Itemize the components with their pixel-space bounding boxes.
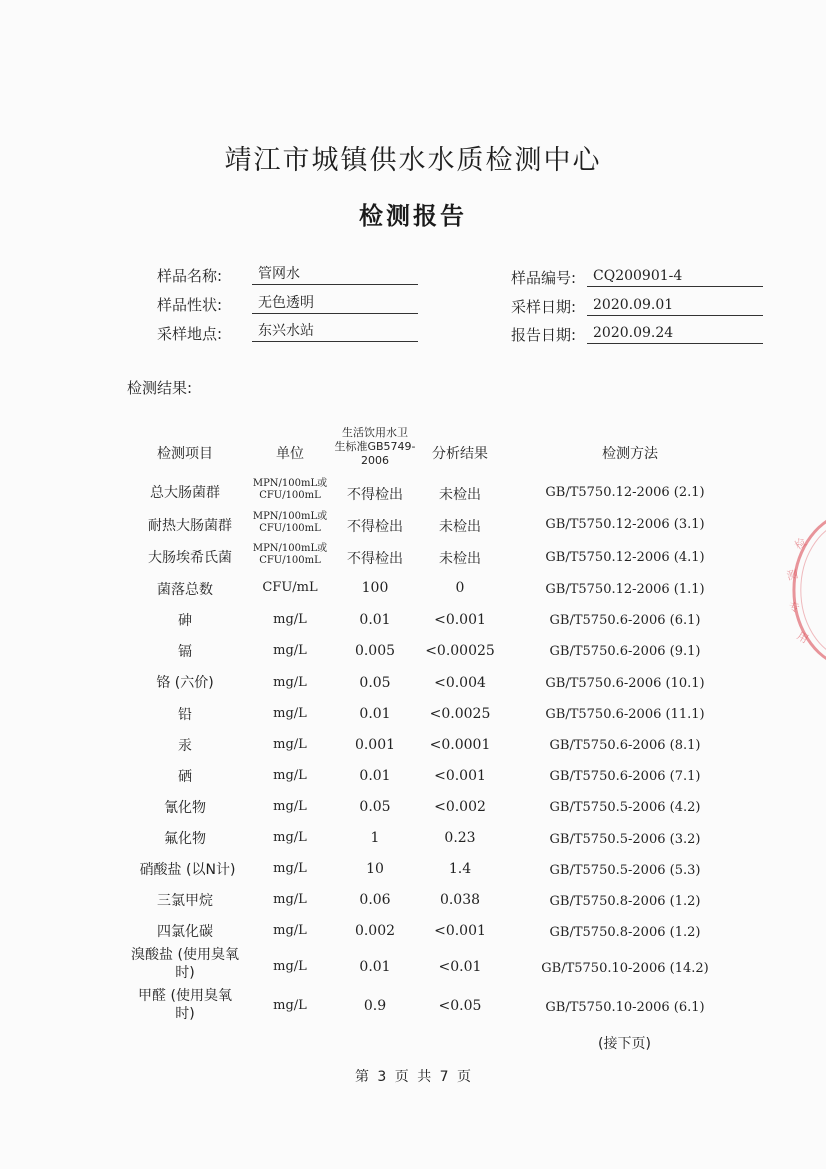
row-result: <0.00025	[425, 643, 495, 659]
sample-name-value: 管网水	[252, 265, 418, 285]
row-unit-line1: MPN/100mL或	[252, 478, 328, 489]
organization-title: 靖江市城镇供水水质检测中心	[224, 145, 602, 176]
row-item: 大肠埃希氏菌	[148, 550, 232, 566]
row-unit: mg/L	[273, 998, 307, 1013]
sampling-date-value: 2020.09.01	[587, 296, 763, 316]
row-item-line2: 时)	[175, 1006, 195, 1022]
row-item	[115, 946, 255, 982]
row-item: 三氯甲烷	[157, 893, 213, 909]
row-unit: mg/L	[273, 675, 307, 690]
row-item: 氰化物	[164, 800, 206, 816]
sample-number-label: 样品编号:	[510, 269, 576, 287]
row-unit-line2: CFU/100mL	[259, 523, 321, 534]
row-item: 铬 (六价)	[156, 675, 214, 691]
report-date-value: 2020.09.24	[587, 324, 763, 344]
row-method: GB/T5750.6-2006 (9.1)	[549, 644, 701, 659]
sampling-date-label: 采样日期:	[510, 298, 576, 316]
header-standard-line3: 2006	[361, 454, 389, 467]
row-unit: mg/L	[273, 959, 307, 974]
sampling-location-value: 东兴水站	[252, 322, 418, 342]
header-standard-line1: 生活饮用水卫	[342, 426, 408, 439]
row-result: <0.0001	[429, 737, 491, 753]
row-method: GB/T5750.12-2006 (3.1)	[545, 517, 705, 532]
header-method: 检测方法	[602, 446, 658, 462]
row-method: GB/T5750.8-2006 (1.2)	[549, 894, 701, 909]
svg-text:用: 用	[794, 629, 811, 647]
row-unit: mg/L	[273, 768, 307, 783]
row-standard: 0.05	[359, 799, 391, 815]
sample-state-value: 无色透明	[252, 294, 418, 314]
row-result: 0.23	[444, 830, 476, 846]
row-item: 四氯化碳	[157, 924, 213, 940]
row-method: GB/T5750.6-2006 (6.1)	[549, 613, 701, 628]
row-standard: 0.9	[363, 998, 387, 1014]
row-item: 耐热大肠菌群	[148, 518, 232, 534]
row-unit: mg/L	[273, 830, 307, 845]
row-method: GB/T5750.6-2006 (8.1)	[549, 738, 701, 753]
row-unit: mg/L	[273, 737, 307, 752]
row-item: 菌落总数	[157, 582, 213, 598]
svg-text:检: 检	[792, 535, 809, 553]
row-item: 硝酸盐 (以N计)	[139, 862, 236, 878]
page-number: 第 3 页 共 7 页	[354, 1069, 472, 1085]
row-method: GB/T5750.5-2006 (3.2)	[549, 832, 701, 847]
svg-text:专: 专	[787, 600, 801, 615]
sample-state-label: 样品性状:	[156, 296, 222, 314]
row-item: 铅	[178, 707, 192, 723]
row-unit: CFU/mL	[262, 580, 318, 595]
row-method: GB/T5750.5-2006 (4.2)	[549, 800, 701, 815]
row-method: GB/T5750.12-2006 (4.1)	[545, 550, 705, 565]
row-unit	[250, 478, 330, 502]
row-method: GB/T5750.12-2006 (2.1)	[545, 485, 705, 500]
row-unit: mg/L	[273, 706, 307, 721]
row-standard: 0.01	[359, 959, 391, 975]
row-method: GB/T5750.12-2006 (1.1)	[545, 582, 705, 597]
row-standard: 不得检出	[347, 487, 403, 503]
row-standard: 0.06	[359, 892, 391, 908]
row-unit: mg/L	[273, 923, 307, 938]
row-result: <0.001	[434, 923, 486, 939]
report-date-label: 报告日期:	[510, 326, 576, 344]
row-unit	[250, 543, 330, 567]
row-standard: 0.002	[354, 923, 396, 939]
row-standard: 0.05	[359, 675, 391, 691]
row-result: <0.0025	[429, 706, 491, 722]
row-standard: 0.01	[359, 706, 391, 722]
row-result: 未检出	[439, 487, 481, 503]
sample-number-value: CQ200901-4	[587, 267, 763, 287]
row-method: GB/T5750.8-2006 (1.2)	[549, 925, 701, 940]
row-method: GB/T5750.10-2006 (14.2)	[541, 961, 709, 976]
row-unit-line1: MPN/100mL或	[252, 543, 328, 554]
row-result: <0.001	[434, 612, 486, 628]
row-unit: mg/L	[273, 892, 307, 907]
row-standard: 0.01	[359, 612, 391, 628]
row-item: 总大肠菌群	[150, 485, 220, 501]
row-unit: mg/L	[273, 861, 307, 876]
sampling-location-label: 采样地点:	[156, 325, 222, 343]
row-item: 汞	[178, 738, 192, 754]
seal-stamp-icon	[774, 510, 826, 670]
row-standard: 0.005	[354, 643, 396, 659]
row-item: 砷	[178, 613, 192, 629]
row-method: GB/T5750.10-2006 (6.1)	[545, 1000, 705, 1015]
row-item: 硒	[178, 769, 192, 785]
row-result: 1.4	[448, 861, 472, 877]
row-result: 未检出	[439, 551, 481, 567]
row-method: GB/T5750.6-2006 (10.1)	[545, 676, 705, 691]
row-unit-line2: CFU/100mL	[259, 490, 321, 501]
row-result: <0.01	[438, 959, 482, 975]
results-section-label: 检测结果:	[127, 379, 193, 397]
row-unit	[250, 511, 330, 535]
row-standard: 100	[361, 580, 389, 596]
row-method: GB/T5750.6-2006 (11.1)	[545, 707, 705, 722]
row-result: <0.004	[434, 675, 486, 691]
row-result: <0.001	[434, 768, 486, 784]
row-item-line1: 溴酸盐 (使用臭氧	[131, 947, 239, 963]
row-item: 氟化物	[164, 831, 206, 847]
row-unit-line2: CFU/100mL	[259, 555, 321, 566]
row-result: 0	[455, 580, 465, 596]
row-item-line2: 时)	[175, 965, 195, 981]
sample-name-label: 样品名称:	[156, 267, 222, 285]
row-unit: mg/L	[273, 612, 307, 627]
row-standard: 0.001	[354, 737, 396, 753]
header-result: 分析结果	[432, 446, 488, 462]
svg-text:测: 测	[785, 567, 800, 583]
row-unit: mg/L	[273, 799, 307, 814]
row-standard: 10	[366, 861, 384, 877]
report-title: 检测报告	[359, 202, 467, 230]
header-standard	[330, 426, 420, 468]
header-standard-line2: 生标准GB5749-	[334, 440, 416, 453]
row-result: <0.002	[434, 799, 486, 815]
row-result: 0.038	[439, 892, 481, 908]
row-standard: 不得检出	[347, 551, 403, 567]
row-standard: 1	[370, 830, 380, 846]
row-item	[115, 987, 255, 1023]
header-unit: 单位	[276, 446, 304, 462]
continued-note: (接下页)	[598, 1036, 651, 1052]
row-standard: 0.01	[359, 768, 391, 784]
row-unit: mg/L	[273, 643, 307, 658]
row-result: 未检出	[439, 519, 481, 535]
row-unit-line1: MPN/100mL或	[252, 511, 328, 522]
header-item: 检测项目	[157, 446, 213, 462]
row-item-line1: 甲醛 (使用臭氧	[138, 988, 232, 1004]
row-item: 镉	[178, 644, 192, 660]
row-method: GB/T5750.5-2006 (5.3)	[549, 863, 701, 878]
row-result: <0.05	[438, 998, 482, 1014]
row-standard: 不得检出	[347, 519, 403, 535]
row-method: GB/T5750.6-2006 (7.1)	[549, 769, 701, 784]
